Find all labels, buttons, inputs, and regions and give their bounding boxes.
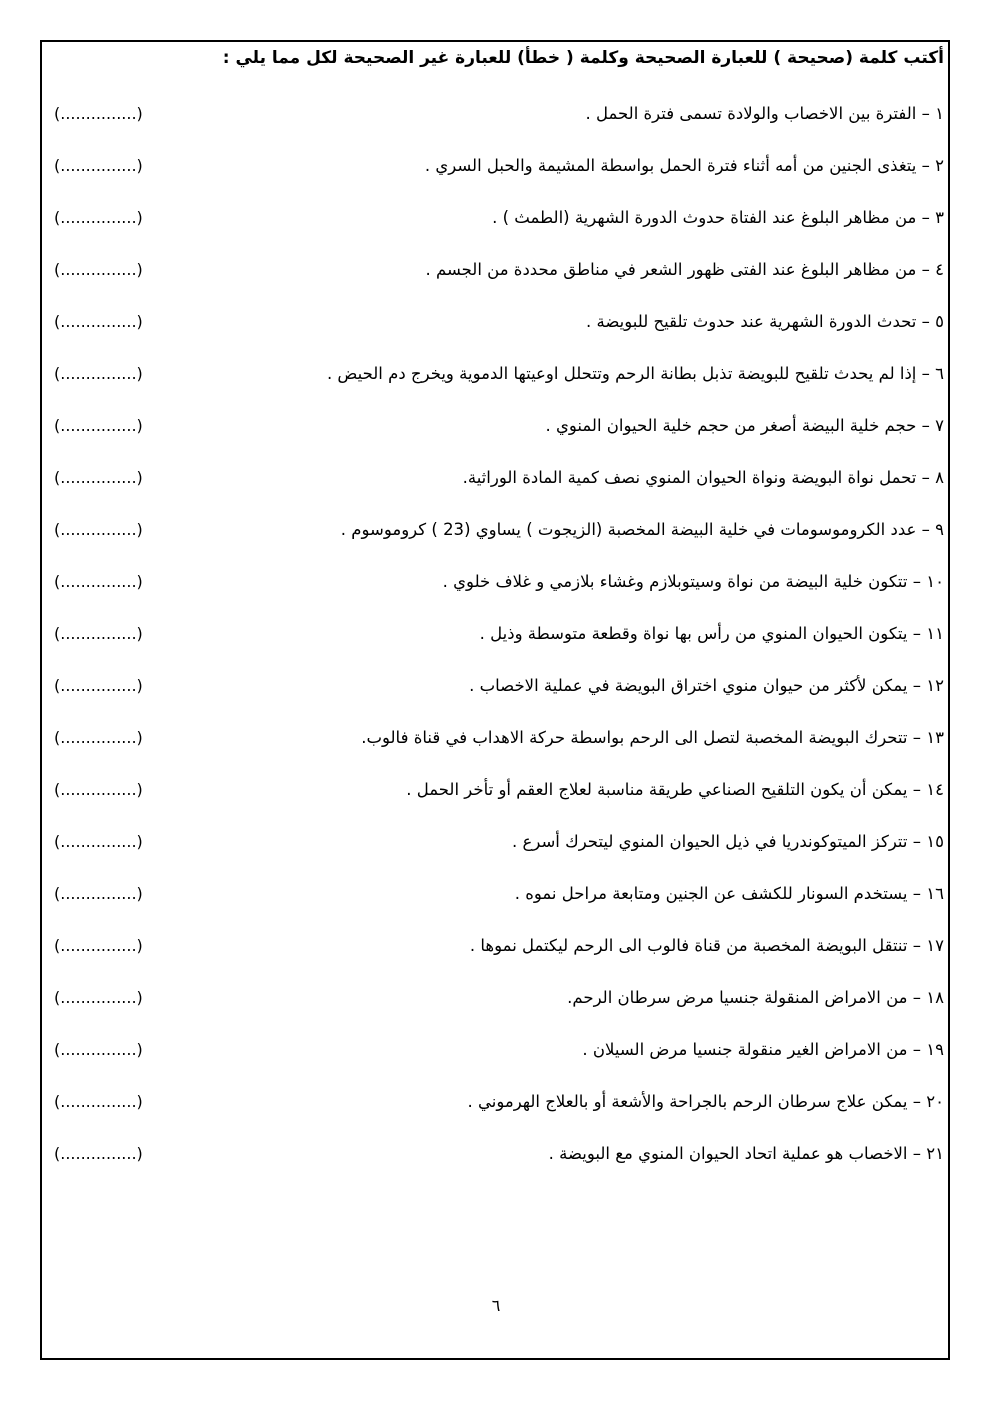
- question-number: ١٩ –: [908, 1040, 944, 1059]
- question-row: [48, 255, 944, 285]
- question-number: ٣ –: [916, 208, 944, 227]
- question-text: [515, 879, 944, 909]
- question-text: [425, 151, 944, 181]
- answer-blank[interactable]: (...............): [54, 832, 143, 851]
- page-number: ٦: [491, 1296, 501, 1315]
- answer-blank[interactable]: (...............): [54, 884, 143, 903]
- question-text: [586, 99, 945, 129]
- answer-blank[interactable]: (...............): [54, 936, 143, 955]
- question-statement: تتكون خلية البيضة من نواة وسيتوبلازم وغشاء بلازمي و غلاف خلوي .: [442, 572, 908, 591]
- question-number: ٤ –: [916, 260, 944, 279]
- question-statement: يتكون الحيوان المنوي من رأس بها نواة وقطعة متوسطة وذيل .: [479, 624, 908, 643]
- question-row: [48, 619, 944, 649]
- question-row: [48, 1035, 944, 1065]
- question-text: [492, 203, 944, 233]
- question-statement: يمكن علاج سرطان الرحم بالجراحة والأشعة أو بالعلاج الهرموني .: [467, 1092, 908, 1111]
- question-row: [48, 515, 944, 545]
- answer-blank[interactable]: (...............): [54, 624, 143, 643]
- question-statement: يمكن أن يكون التلقيح الصناعي طريقة مناسبة لعلاج العقم أو تأخر الحمل .: [406, 780, 908, 799]
- answer-blank[interactable]: (...............): [54, 1040, 143, 1059]
- question-text: [545, 411, 944, 441]
- question-number: ١٦ –: [908, 884, 944, 903]
- question-row: [48, 151, 944, 181]
- question-number: ٥ –: [916, 312, 944, 331]
- question-statement: تحدث الدورة الشهرية عند حدوث تلقيح للبويضة .: [586, 312, 917, 331]
- question-text: [468, 1087, 945, 1117]
- question-statement: الفترة بين الاخصاب والولادة تسمى فترة الحمل .: [585, 104, 917, 123]
- question-row: [48, 983, 944, 1013]
- question-number: ٢١ –: [908, 1144, 944, 1163]
- answer-blank[interactable]: (...............): [54, 1144, 143, 1163]
- question-number: ١٥ –: [908, 832, 944, 851]
- question-text: [469, 671, 944, 701]
- instructions-heading: أكتب كلمة (صحيحة ) للعبارة الصحيحة وكلمة ( خطأ) للعبارة غير الصحيحة لكل مما يلي :: [222, 48, 944, 68]
- question-text: [512, 827, 944, 857]
- question-text: [341, 515, 944, 545]
- question-number: ١٣ –: [908, 728, 944, 747]
- question-statement: تتحرك البويضة المخصبة لتصل الى الرحم بواسطة حركة الاهداب في قناة فالوب.: [361, 728, 908, 747]
- question-number: ١٧ –: [908, 936, 944, 955]
- question-text: [480, 619, 944, 649]
- question-row: [48, 307, 944, 337]
- question-text: [582, 1035, 944, 1065]
- question-statement: حجم خلية البيضة أصغر من حجم خلية الحيوان المنوي .: [545, 416, 917, 435]
- answer-blank[interactable]: (...............): [54, 988, 143, 1007]
- question-text: [443, 567, 944, 597]
- question-number: ١٢ –: [908, 676, 944, 695]
- question-statement: إذا لم يحدث تلقيح للبويضة تذبل بطانة الرحم وتتحلل اوعيتها الدموية ويخرج دم الحيض .: [326, 364, 917, 383]
- question-row: [48, 671, 944, 701]
- question-number: ٢٠ –: [908, 1092, 944, 1111]
- answer-blank[interactable]: (...............): [54, 364, 143, 383]
- answer-blank[interactable]: (...............): [54, 312, 143, 331]
- question-statement: من الامراض المنقولة جنسيا مرض سرطان الرحم.: [567, 988, 908, 1007]
- question-number: ٧ –: [916, 416, 944, 435]
- question-statement: عدد الكروموسومات في خلية البيضة المخصبة (الزيجوت ) يساوي (23 ) كروموسوم .: [340, 520, 917, 539]
- answer-blank[interactable]: (...............): [54, 104, 143, 123]
- question-statement: يستخدم السونار للكشف عن الجنين ومتابعة مراحل نموه .: [514, 884, 908, 903]
- answer-blank[interactable]: (...............): [54, 468, 143, 487]
- answer-blank[interactable]: (...............): [54, 572, 143, 591]
- question-text: [327, 359, 944, 389]
- answer-blank[interactable]: (...............): [54, 208, 143, 227]
- question-row: [48, 99, 944, 129]
- question-statement: تتركز الميتوكوندريا في ذيل الحيوان المنوي ليتحرك أسرع .: [512, 832, 908, 851]
- question-row: [48, 359, 944, 389]
- question-text: [549, 1139, 944, 1169]
- question-number: ١٤ –: [908, 780, 944, 799]
- answer-blank[interactable]: (...............): [54, 728, 143, 747]
- answer-blank[interactable]: (...............): [54, 780, 143, 799]
- answer-blank[interactable]: (...............): [54, 416, 143, 435]
- question-statement: من مظاهر البلوغ عند الفتى ظهور الشعر في مناطق محددة من الجسم .: [425, 260, 917, 279]
- question-number: ١ –: [916, 104, 944, 123]
- question-row: [48, 879, 944, 909]
- question-statement: تحمل نواة البويضة ونواة الحيوان المنوي نصف كمية المادة الوراثية.: [462, 468, 917, 487]
- question-statement: يمكن لأكثر من حيوان منوي اختراق البويضة في عملية الاخصاب .: [469, 676, 908, 695]
- question-text: [425, 255, 944, 285]
- answer-blank[interactable]: (...............): [54, 1092, 143, 1111]
- question-row: [48, 463, 944, 493]
- answer-blank[interactable]: (...............): [54, 676, 143, 695]
- question-row: [48, 1139, 944, 1169]
- question-number: ٢ –: [916, 156, 944, 175]
- question-statement: الاخصاب هو عملية اتحاد الحيوان المنوي مع البويضة .: [548, 1144, 908, 1163]
- question-row: [48, 203, 944, 233]
- question-row: [48, 931, 944, 961]
- question-text: [463, 463, 944, 493]
- question-number: ٦ –: [916, 364, 944, 383]
- answer-blank[interactable]: (...............): [54, 260, 143, 279]
- question-number: ٩ –: [916, 520, 944, 539]
- question-statement: تنتقل البويضة المخصبة من قناة فالوب الى الرحم ليكتمل نموها .: [469, 936, 908, 955]
- question-row: [48, 723, 944, 753]
- question-statement: يتغذى الجنين من أمه أثناء فترة الحمل بواسطة المشيمة والحبل السري .: [424, 156, 917, 175]
- question-statement: من الامراض الغير منقولة جنسيا مرض السيلان .: [582, 1040, 908, 1059]
- answer-blank[interactable]: (...............): [54, 156, 143, 175]
- question-number: ١٨ –: [908, 988, 944, 1007]
- question-number: ٨ –: [916, 468, 944, 487]
- question-text: [586, 307, 944, 337]
- question-number: ١١ –: [908, 624, 944, 643]
- question-text: [470, 931, 944, 961]
- question-row: [48, 567, 944, 597]
- question-row: [48, 411, 944, 441]
- question-row: [48, 827, 944, 857]
- question-number: ١٠ –: [908, 572, 944, 591]
- answer-blank[interactable]: (...............): [54, 520, 143, 539]
- question-text: [361, 723, 944, 753]
- question-statement: من مظاهر البلوغ عند الفتاة حدوث الدورة الشهرية (الطمث ) .: [492, 208, 917, 227]
- question-text: [567, 983, 944, 1013]
- question-text: [406, 775, 944, 805]
- question-row: [48, 775, 944, 805]
- question-row: [48, 1087, 944, 1117]
